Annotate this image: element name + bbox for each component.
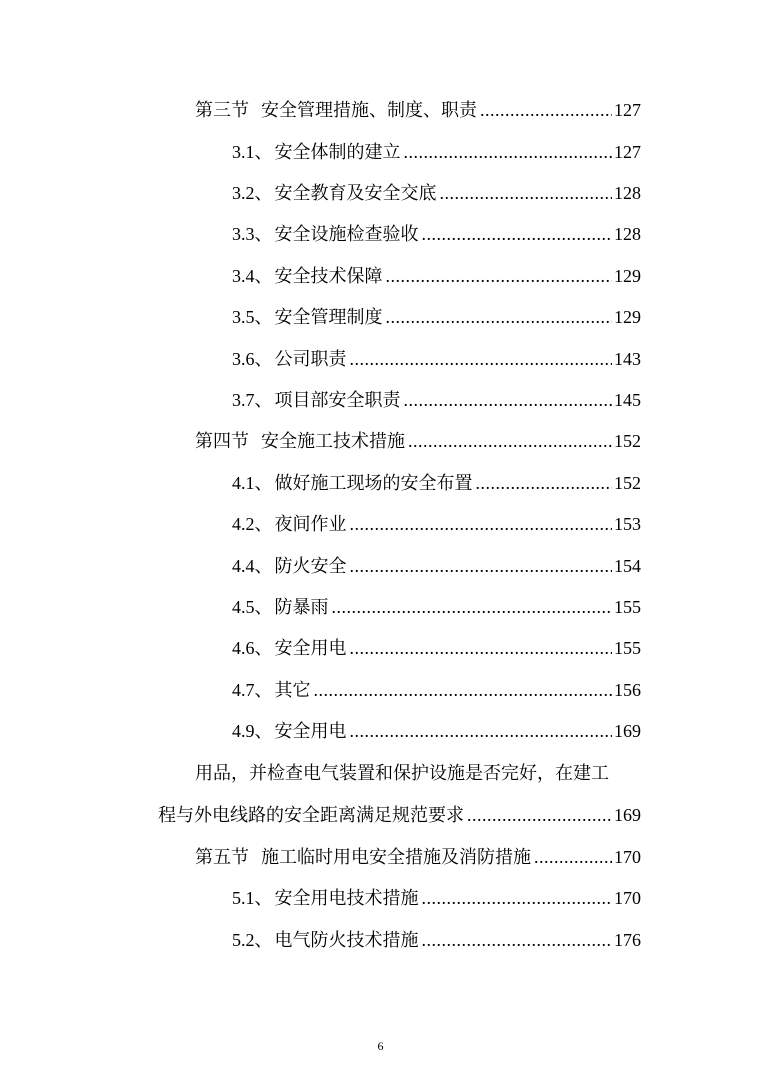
toc-entry-title: 安全施工技术措施 <box>261 431 405 452</box>
toc-entry-page: 170 <box>614 888 641 908</box>
toc-leader-dots <box>467 803 612 827</box>
toc-entry-number: 3.2、 <box>232 183 273 203</box>
toc-entry-page: 170 <box>614 847 641 867</box>
toc-entry-page: 127 <box>614 100 641 120</box>
toc-leader-dots <box>332 595 613 619</box>
toc-entry-title: 防火安全 <box>274 556 347 577</box>
toc-entry-number: 4.4、 <box>232 556 273 576</box>
toc-entry-page: 145 <box>614 390 641 410</box>
toc-entry-title: 安全用电 <box>274 721 347 742</box>
toc-entry-section-3[interactable] <box>195 98 641 123</box>
toc-entry-title: 电气防火技术措施 <box>274 930 419 951</box>
toc-entry[interactable] <box>232 928 641 953</box>
toc-entry-title: 其它 <box>274 680 311 701</box>
toc-entry-page: 128 <box>614 183 641 203</box>
toc-entry-title: 安全体制的建立 <box>274 142 401 163</box>
toc-entry[interactable] <box>232 388 641 413</box>
toc-wrapped-entry-line-1[interactable]: 用品，并检查电气装置和保护设施是否完好，在建工 <box>195 763 609 784</box>
toc-entry[interactable] <box>232 678 641 703</box>
toc-entry-title: 公司职责 <box>274 349 347 370</box>
toc-leader-dots <box>476 471 613 495</box>
toc-entry-title: 夜间作业 <box>274 514 347 535</box>
toc-entry[interactable] <box>232 512 641 537</box>
toc-entry-title: 项目部安全职责 <box>274 390 401 411</box>
toc-entry-number: 4.1、 <box>232 473 273 493</box>
toc-entry-page: 143 <box>614 349 641 369</box>
toc-leader-dots <box>404 140 613 164</box>
toc-entry-page: 152 <box>614 431 641 451</box>
toc-entry[interactable] <box>232 595 641 620</box>
toc-entry-number: 4.7、 <box>232 680 273 700</box>
toc-entry-page: 169 <box>614 805 641 825</box>
toc-entry-page: 127 <box>614 142 641 162</box>
toc-entry-title: 安全设施检查验收 <box>274 224 419 245</box>
toc-leader-dots <box>422 222 613 246</box>
toc-entry-title: 做好施工现场的安全布置 <box>274 473 473 494</box>
toc-entry-page: 176 <box>614 930 641 950</box>
toc-leader-dots <box>480 98 612 122</box>
toc-entry-page: 155 <box>614 638 641 658</box>
toc-entry-title: 程与外电线路的安全距离满足规范要求 <box>158 805 464 826</box>
toc-leader-dots <box>422 886 613 910</box>
toc-entry-title: 防暴雨 <box>274 597 329 618</box>
toc-entry[interactable] <box>232 347 641 372</box>
toc-entry-number: 5.1、 <box>232 888 273 908</box>
toc-entry[interactable] <box>232 554 641 579</box>
toc-entry[interactable] <box>232 636 641 661</box>
toc-entry-number: 3.5、 <box>232 307 273 327</box>
toc-leader-dots <box>350 719 613 743</box>
toc-entry-title: 安全教育及安全交底 <box>274 183 437 204</box>
toc-leader-dots <box>350 347 613 371</box>
toc-leader-dots <box>350 512 613 536</box>
toc-entry-page: 128 <box>614 224 641 244</box>
toc-entry-page: 153 <box>614 514 641 534</box>
toc-entry-page: 154 <box>614 556 641 576</box>
toc-entry-section-4[interactable] <box>195 429 641 454</box>
toc-leader-dots <box>386 305 613 329</box>
toc-entry[interactable] <box>232 140 641 165</box>
toc-entry-number: 3.3、 <box>232 224 273 244</box>
toc-entry-title: 安全管理措施、制度、职责 <box>261 100 477 121</box>
toc-leader-dots <box>386 264 613 288</box>
toc-entry[interactable] <box>232 264 641 289</box>
toc-entry[interactable] <box>232 181 641 206</box>
toc-entry-page: 129 <box>614 307 641 327</box>
toc-entry-page: 156 <box>614 680 641 700</box>
toc-wrapped-entry-line-2[interactable] <box>158 803 641 828</box>
toc-entry[interactable] <box>232 719 641 744</box>
toc-entry-number: 5.2、 <box>232 930 273 950</box>
toc-entry-title: 安全用电技术措施 <box>274 888 419 909</box>
toc-entry-number: 3.6、 <box>232 349 273 369</box>
toc-entry[interactable] <box>232 886 641 911</box>
toc-entry-number: 4.5、 <box>232 597 273 617</box>
toc-leader-dots <box>534 845 612 869</box>
toc-entry-section-5[interactable] <box>195 845 641 870</box>
toc-entry-title: 安全管理制度 <box>274 307 383 328</box>
toc-entry-page: 129 <box>614 266 641 286</box>
toc-entry-number: 3.1、 <box>232 142 273 162</box>
toc-entry-number: 3.7、 <box>232 390 273 410</box>
toc-entry-page: 152 <box>614 473 641 493</box>
toc-entry-number: 第四节 <box>195 431 249 451</box>
toc-entry[interactable] <box>232 305 641 330</box>
toc-entry[interactable] <box>232 222 641 247</box>
toc-leader-dots <box>350 636 613 660</box>
toc-entry-number: 第三节 <box>195 100 249 120</box>
toc-entry-number: 3.4、 <box>232 266 273 286</box>
toc-leader-dots <box>350 554 613 578</box>
toc-entry-number: 4.2、 <box>232 514 273 534</box>
toc-entry-number: 4.6、 <box>232 638 273 658</box>
toc-leader-dots <box>408 429 612 453</box>
toc-leader-dots <box>440 181 613 205</box>
toc-entry-title: 施工临时用电安全措施及消防措施 <box>261 847 531 868</box>
toc-entry-page: 155 <box>614 597 641 617</box>
toc-leader-dots <box>422 928 613 952</box>
toc-entry-number: 第五节 <box>195 847 249 867</box>
toc-entry-title: 安全技术保障 <box>274 266 383 287</box>
toc-entry-title: 安全用电 <box>274 638 347 659</box>
toc-entry-page: 169 <box>614 721 641 741</box>
toc-leader-dots <box>404 388 613 412</box>
toc-leader-dots <box>314 678 613 702</box>
toc-entry[interactable] <box>232 471 641 496</box>
toc-entry-number: 4.9、 <box>232 721 273 741</box>
page-number: 6 <box>377 1039 384 1053</box>
